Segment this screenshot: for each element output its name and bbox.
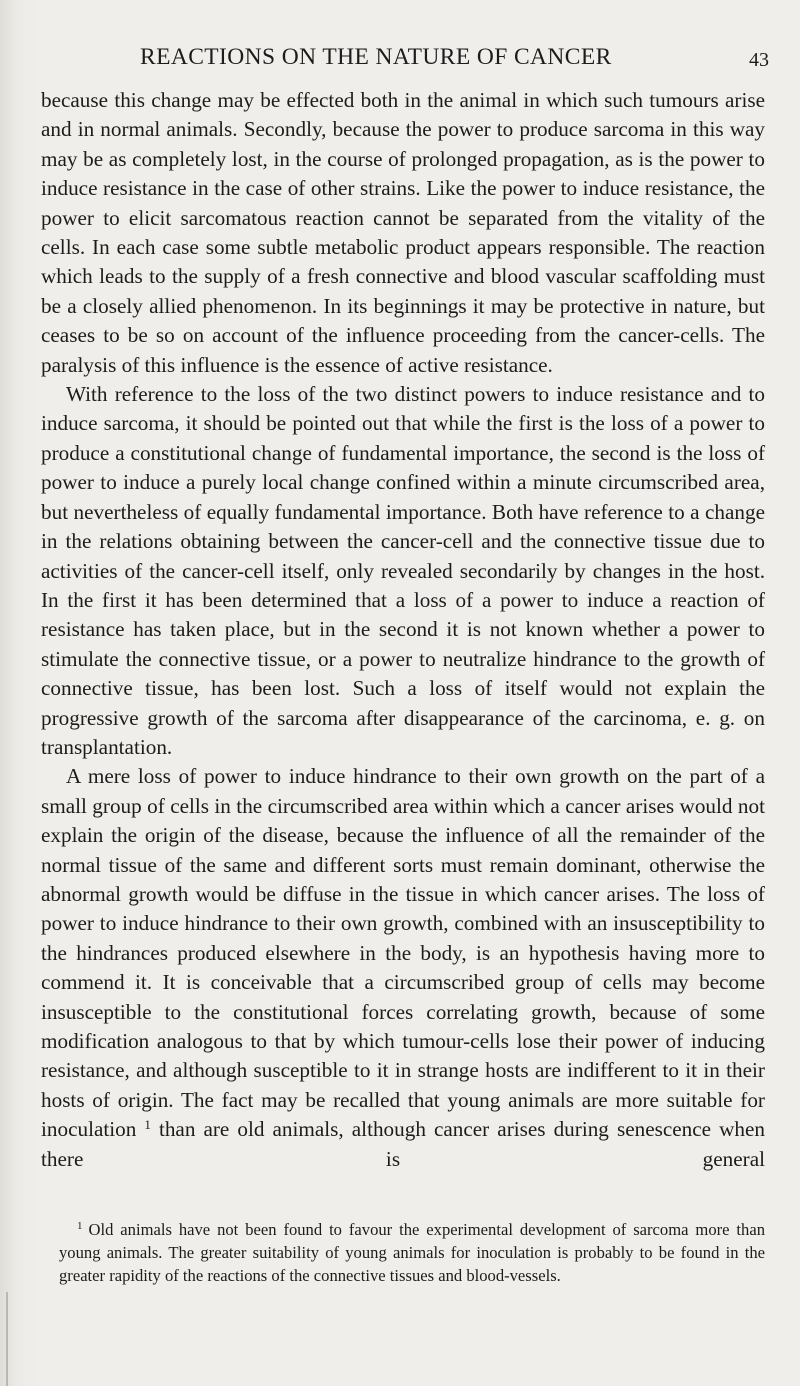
paragraph-3	[41, 762, 765, 1174]
running-header: REACTIONS ON THE NATURE OF CANCER	[140, 44, 612, 70]
footnote-paragraph	[59, 1218, 765, 1288]
footnote	[59, 1218, 765, 1288]
paragraph-2: With reference to the loss of the two distinct powers to induce resistance and to induce sarcoma, it should be pointed out that while the first is the loss of a power to produce a constitutional change of fundamental importance, the second is the loss of power to induce a purely local change confined within a minute circumscribed area, but nevertheless of equally fundamental importance. Both have reference to a change in the relations obtaining between the cancer-cell and the connective tissue due to activities of the cancer-cell itself, only revealed secondarily by changes in the host. In the first it has been determined that a loss of a power to induce a reaction of resistance has taken place, but in the second it is not known whether a power to stimulate the connective tissue, or a power to neutralize hindrance to the growth of connective tissue, has been lost. Such a loss of itself would not explain the progressive growth of the sarcoma after disappearance of the carcinoma, e. g. on transplantation.	[41, 382, 765, 759]
paragraph-3-text: A mere loss of power to induce hindrance to their own growth on the part of a small group of cells in the circumscribed area within which a cancer arises would not explain the origin of the disease, because the influence of all the remainder of the normal tissue of the same and different sorts must remain dominant, otherwise the abnormal growth would be diffuse in the tissue in which cancer arises. The loss of power to induce hindrance to their own growth, combined with an insusceptibility to the hindrances produced elsewhere in the body, is an hypothesis having more to commend it. It is conceivable that a circumscribed group of cells may become insusceptible to the constitutional forces correlating growth, because of some modification analogous to that by which tumour-cells lose their power of inducing resistance, and although susceptible to it in strange hosts are indifferent to it in their hosts of origin. The fact may be recalled that young animals are more suitable for inoculation	[41, 764, 765, 1142]
body-text	[41, 86, 765, 1174]
page-number: 43	[749, 49, 769, 71]
paragraph-3-continuation: than are old animals, although cancer arises during senescence when there is general	[41, 1117, 766, 1171]
footnote-reference: 1	[144, 1117, 151, 1133]
page-edge-shadow	[6, 1292, 8, 1386]
paragraph-1: because this change may be effected both in the animal in which such tumours arise and in normal animals. Secondly, because the power to produce sarcoma in this way may be as completely lost, in the course of prolonged propagation, as is the power to induce resistance in the case of other strains. Like the power to induce resistance, the power to elicit sarcomatous reaction cannot be separated from the vitality of the cells. In each case some subtle metabolic product appears responsible. The reaction which leads to the supply of a fresh connective and blood vascular scaffolding must be a closely allied phenomenon. In its beginnings it may be protective in nature, but ceases to be so on account of the influence proceeding from the cancer-cells. The paralysis of this influence is the essence of active resistance.	[41, 88, 765, 377]
footnote-marker: 1	[77, 1220, 83, 1232]
footnote-text: Old animals have not been found to favour the experimental development of sarcoma more than young animals. The greater suitability of young animals for inoculation is probably to be found in the greater rapidity of the reactions of the connective tissues and blood-vessels.	[59, 1220, 765, 1286]
